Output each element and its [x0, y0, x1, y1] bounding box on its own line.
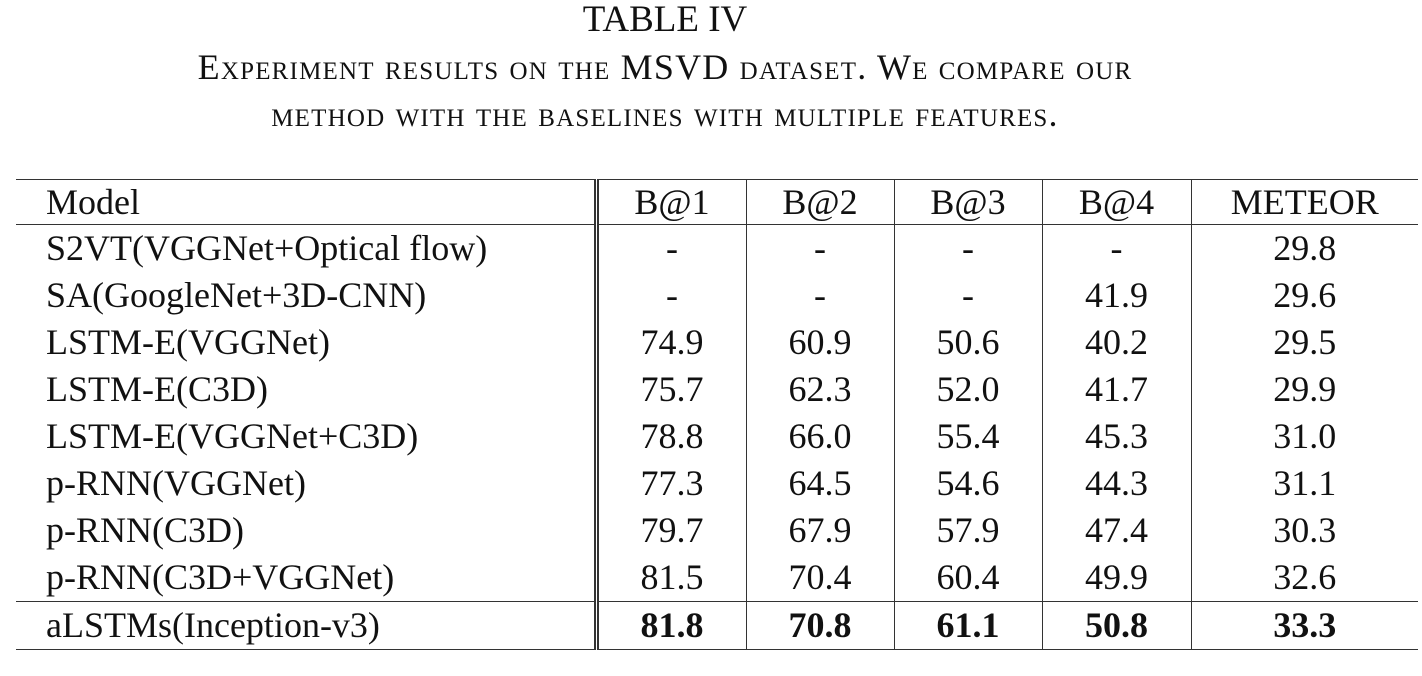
b2-value: 62.3 — [746, 366, 894, 413]
b1-value: - — [596, 272, 746, 319]
b4-value: 44.3 — [1042, 460, 1191, 507]
b1-value: 75.7 — [596, 366, 746, 413]
b2-value: - — [746, 272, 894, 319]
model-name: LSTM-E(VGGNet+C3D) — [16, 413, 596, 460]
table-header-row — [16, 180, 1418, 225]
b3-value: - — [894, 272, 1042, 319]
b3-value: 60.4 — [894, 554, 1042, 602]
table-row — [16, 507, 1418, 554]
meteor-value: 32.6 — [1273, 557, 1337, 597]
meteor-value: 33.3 — [1191, 602, 1418, 650]
model-name: LSTM-E(VGGNet) — [16, 319, 596, 366]
b3-value: - — [894, 225, 1042, 273]
b2-value: 66.0 — [746, 413, 894, 460]
header-meteor: METEOR — [1191, 180, 1418, 225]
meteor-value: 30.3 — [1273, 510, 1337, 550]
b2-value: 64.5 — [746, 460, 894, 507]
b3-value: 61.1 — [894, 602, 1042, 650]
table-title: TABLE IV — [582, 0, 748, 40]
table-row — [16, 366, 1418, 413]
b1-value: - — [596, 225, 746, 273]
b4-value: 47.4 — [1042, 507, 1191, 554]
header-b1: B@1 — [596, 180, 746, 225]
b3-value: 54.6 — [894, 460, 1042, 507]
b2-value: 70.4 — [746, 554, 894, 602]
header-b3: B@3 — [894, 180, 1042, 225]
table-caption-line-1: Experiment results on the MSVD dataset. We compare our — [197, 47, 1133, 87]
b1-value: 79.7 — [596, 507, 746, 554]
b1-value: 78.8 — [596, 413, 746, 460]
header-b2: B@2 — [746, 180, 894, 225]
header-b4: B@4 — [1042, 180, 1191, 225]
b2-value: 60.9 — [746, 319, 894, 366]
model-name: S2VT(VGGNet+Optical flow) — [16, 225, 596, 273]
b3-value: 52.0 — [894, 366, 1042, 413]
b1-value: 74.9 — [596, 319, 746, 366]
b2-value: 70.8 — [746, 602, 894, 650]
model-name: LSTM-E(C3D) — [16, 366, 596, 413]
b4-value: 50.8 — [1042, 602, 1191, 650]
meteor-value: 29.6 — [1273, 275, 1337, 315]
table-row — [16, 272, 1418, 319]
b4-value: 41.9 — [1042, 272, 1191, 319]
b4-value: - — [1042, 225, 1191, 273]
table-row — [16, 554, 1418, 602]
table-row — [16, 413, 1418, 460]
b3-value: 57.9 — [894, 507, 1042, 554]
b1-value: 81.8 — [596, 602, 746, 650]
b2-value: 67.9 — [746, 507, 894, 554]
model-name: p-RNN(C3D) — [16, 507, 596, 554]
table-row-ours — [16, 602, 1418, 650]
model-name: p-RNN(VGGNet) — [16, 460, 596, 507]
meteor-value: 29.9 — [1273, 369, 1337, 409]
header-model: Model — [16, 180, 596, 225]
b1-value: 77.3 — [596, 460, 746, 507]
model-name: p-RNN(C3D+VGGNet) — [16, 554, 596, 602]
results-table — [16, 179, 1418, 650]
b4-value: 40.2 — [1042, 319, 1191, 366]
meteor-value: 31.0 — [1273, 416, 1337, 456]
b3-value: 50.6 — [894, 319, 1042, 366]
meteor-value: 31.1 — [1273, 463, 1337, 503]
table-caption-line-2: method with the baselines with multiple features. — [271, 94, 1059, 134]
b3-value: 55.4 — [894, 413, 1042, 460]
table-row — [16, 225, 1418, 273]
b4-value: 41.7 — [1042, 366, 1191, 413]
table-row — [16, 460, 1418, 507]
b4-value: 45.3 — [1042, 413, 1191, 460]
model-name: SA(GoogleNet+3D-CNN) — [16, 272, 596, 319]
meteor-value: 29.8 — [1273, 228, 1337, 268]
b2-value: - — [746, 225, 894, 273]
model-name: aLSTMs(Inception-v3) — [16, 602, 596, 650]
table-row — [16, 319, 1418, 366]
b1-value: 81.5 — [596, 554, 746, 602]
b4-value: 49.9 — [1042, 554, 1191, 602]
meteor-value: 29.5 — [1273, 322, 1337, 362]
